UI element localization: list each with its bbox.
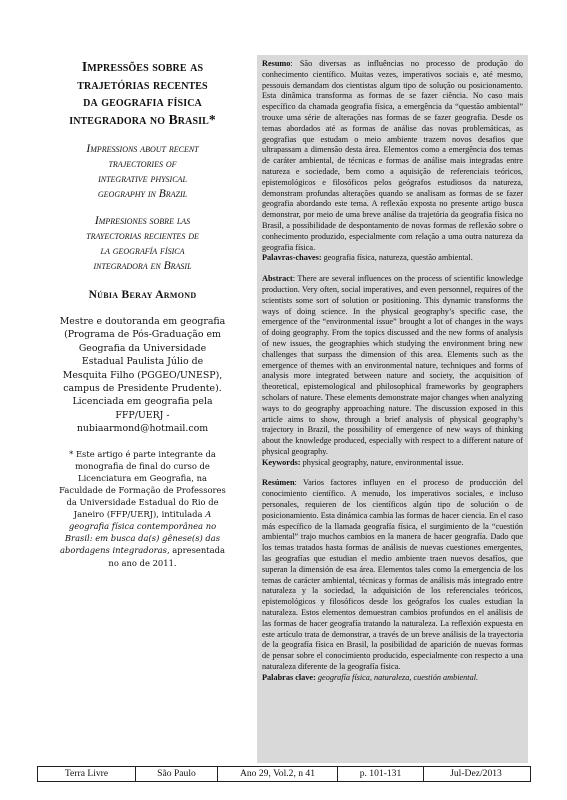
left-column	[40, 58, 245, 569]
footer-volume: Ano 29, Vol.2, n 41	[218, 767, 338, 781]
title-english: Impressions about recent trajectories of integrative physical geography in Brazil	[86, 143, 199, 200]
abstract-paragraph: Abstract: There are several influences on the process of scientific knowledge production. Very often, social imperatives, and even personnel, requires of the scientists some sort of solution or positioning. This dynamic transforms the ways of doing science. In the physical geography’s specific case, the emergence of the “environmental issue” brought a lot of changes in the ways of doing geography. From the topics discussed and the new forms of analysis of new issues, the geographies which studying the environment bring new challenges that surpass the dimension of this area. Elements such as the emergence of themes with an environmental nature, techniques and forms of analysis more integrated between nature and society, the acquisition of theoretical, epistemological and philosophical frameworks by geographers scholars of nature. These elements demonstrate major changes when analyzing ways to do geography approaching nature. The discussion exposed in this article aims to show, through a brief analysis of physical geography’s trajectory in Brazil, the possibility of emergence of new ways of thinking about the knowledge produced, especially with respect to a different nature of physical geography.	[262, 274, 523, 456]
footer-pages: p. 101-131	[338, 767, 424, 781]
abstracts-box	[257, 55, 528, 763]
resumen-paragraph: Resúmen: Varios factores influyen en el proceso de producción del conocimiento científico. A menudo, los imperativos sociales, e incluso personales, requieren de los científicos algún tipo de solución o de posicionamiento. Esta dinámica cambia las formas de hacer ciencia. En el caso más específico de la llamada geografía física, el surgimiento de la “cuestión ambiental” trajo muchos cambios en la manera de hacer geografía. Dado que los temas tratados hasta formas de análisis de nuevas cuestiones emergentes, las geografías que estudian el medio ambiente traen nuevos desafíos, que superan la dimensión de esa área. Elementos tales como la emergencia de los temas de carácter ambiental, técnicas y formas de análisis más integrado entre naturaleza y la sociedad, la adquisición de los referenciales teóricos, epistemológicos y filosóficos desde los geógrafos los cuales estudian la naturaleza. Estos elementos demuestran cambios profundos en el análisis de las formas de hacer geografía tratando la naturaleza. La reflexión expuesta en este artículo trata de demonstrar, a través de un breve análisis de la trayectoria de la geografía física en Brasil, la posibilidad de aparición de nuevas formas de pensar sobre el conocimiento producido, especialmente con respecto a una naturaleza diferente de la geografía física.	[262, 478, 523, 672]
author-name: Núbia Beray Armond	[88, 289, 197, 301]
title-portuguese: Impressões sobre as trajetórias recentes da geografia física integradora no Brasil*	[69, 59, 216, 127]
footer-city: São Paulo	[136, 767, 218, 781]
resumo-paragraph: Resumo: São diversas as influências no processo de produção do conhecimento científico. Muitas vezes, imperativos sociais e, até mesmo, pessouis demandam dos cientistas algum tipo de solução ou posicionamento. Esta dinâmica transforma as formas de se fazer ciência. No caso mais específico da chamada geografia física, a emergência da “questão ambiental” trouxe uma série de alterações nas formas de se fazer geografia. Desde os temas abordados até as formas de análise das novas problemáticas, as geografias que estudam o meio ambiente trazem novos desafios que ultrapassam a dimensão desta área. Elementos como a emergência dos temas de caráter ambiental, de técnicas e formas de análise mais integradas entre natureza e sociedade, bem como a aquisição de referenciais teóricos, epistemológicos e filosóficos pelos geógrafos estudiosos da natureza, demonstram profundas alterações quando se analisam as formas de se fazer geografia abordando este tema. A reflexão exposta no presente artigo busca demonstrar, por meio de uma breve análise da trajetória da geografia física no Brasil, a possibilidade de despontamento de novas formas de reflexão sobre o conhecimento produzido, especialmente com relação a uma outra natureza da geografia física.	[262, 59, 523, 252]
title-spanish: Impresiones sobre las trayectorias recientes de la geografía física integradora en Brasil	[86, 215, 199, 272]
resumo-keywords: Palavras-chaves: geografia física, natureza, questão ambiental.	[262, 253, 473, 263]
resumen-keywords: Palabras clave: geografía física, naturaleza, cuestión ambiental.	[262, 672, 479, 682]
abstract-keywords: Keywords: physical geography, nature, environmental issue.	[262, 457, 464, 467]
footnote: * Este artigo é parte integrante da monografia de final do curso de Licenciatura em Geografia, na Faculdade de Formação de Professores da Universidade Estadual do Rio de Janeiro (FFP/UERJ), intitulada A geografia física contemporânea no Brasil: em busca da(s) gênese(s) das abordagens integradoras, apresentada no ano de 2011.	[59, 448, 226, 568]
abstracts-content	[257, 55, 528, 684]
footer-journal: Terra Livre	[38, 767, 136, 781]
page-footer	[37, 766, 531, 782]
footer-date: Jul-Dez/2013	[450, 768, 502, 779]
author-email[interactable]: nubiaarmond@hotmail.com	[76, 423, 209, 435]
author-affiliation: Mestre e doutoranda em geografia (Programa de Pós-Graduação em Geografia da Universidade Estadual Paulista Júlio de Mesquita Filho (PGGEO/UNESP), campus de Presidente Prudente). Licenciada em geografia pela FFP/UERJ - nubiaarmond@hotmail.com	[40, 315, 245, 436]
